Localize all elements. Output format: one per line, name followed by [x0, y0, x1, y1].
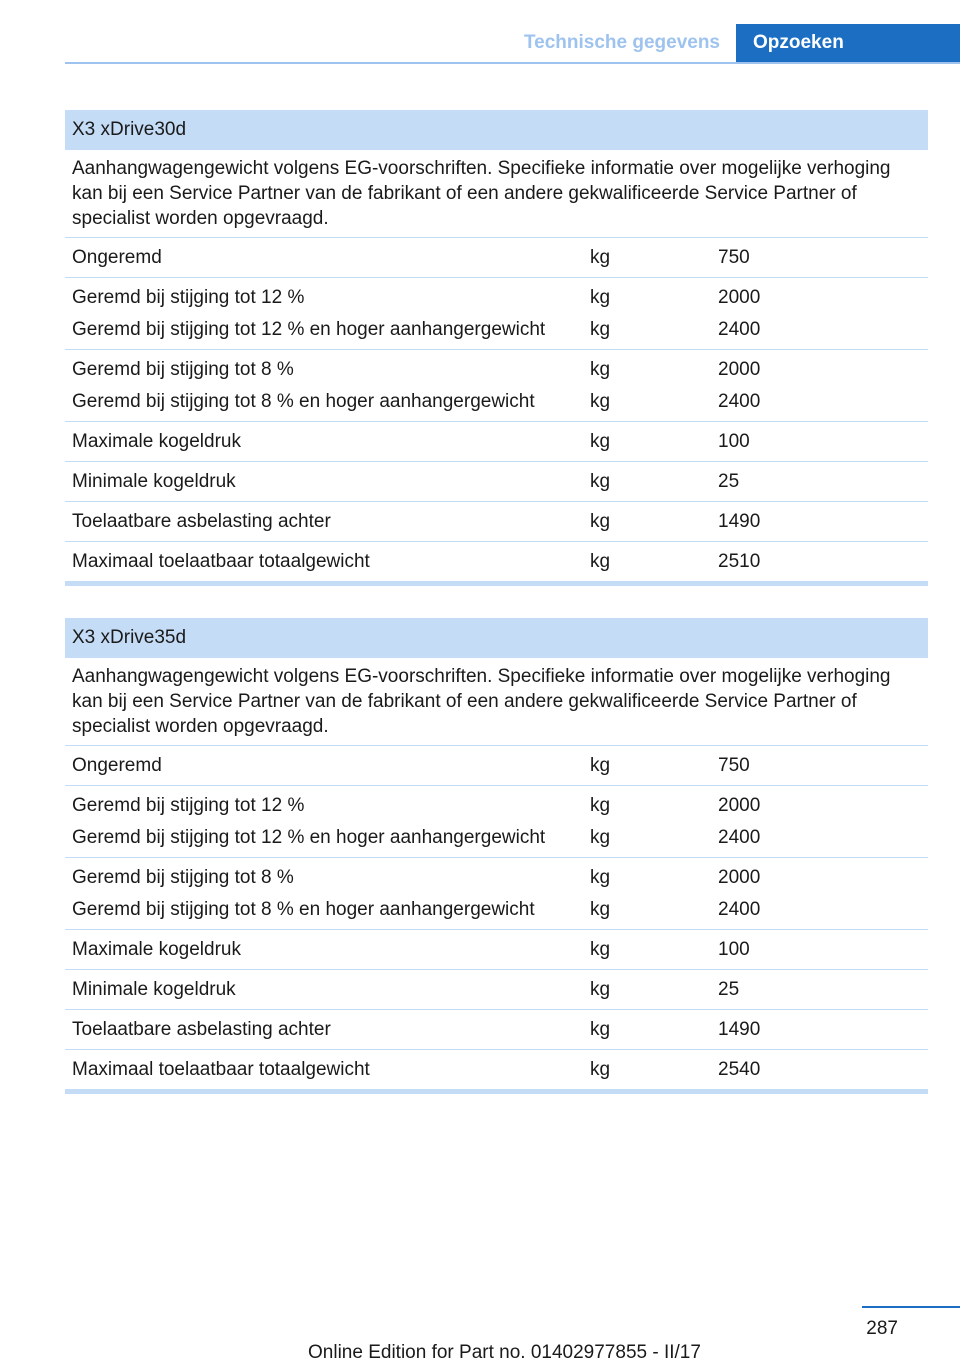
row-unit: kg — [590, 359, 611, 380]
table-row — [65, 746, 928, 786]
row-unit: kg — [590, 391, 611, 412]
table-row — [65, 502, 928, 542]
row-unit: kg — [590, 319, 611, 340]
table-row — [65, 858, 928, 930]
row-value: 2400 — [718, 391, 761, 412]
row-unit: kg — [590, 979, 611, 1000]
row-value: 2000 — [718, 795, 761, 816]
page-number-rule — [862, 1306, 960, 1308]
header-section-link[interactable]: Technische gegevens — [523, 32, 720, 53]
row-label: Maximaal toelaatbaar totaalgewicht — [72, 551, 370, 572]
row-label: Geremd bij stijging tot 12 % en hoger aanhangergewicht — [72, 827, 546, 848]
spec-table-xdrive35d — [65, 618, 928, 1094]
row-label: Geremd bij stijging tot 8 % en hoger aanhangergewicht — [72, 899, 535, 920]
table-row — [65, 422, 928, 462]
row-label: Ongeremd — [72, 755, 162, 776]
row-label: Ongeremd — [72, 247, 162, 268]
row-value: 2400 — [718, 319, 761, 340]
row-label: Toelaatbare asbelasting achter — [72, 1019, 331, 1040]
row-value: 100 — [718, 939, 750, 960]
table-row — [65, 786, 928, 858]
row-value: 25 — [718, 471, 740, 492]
table-row — [65, 462, 928, 502]
table-row — [65, 350, 928, 422]
row-label: Minimale kogeldruk — [72, 979, 236, 1000]
row-unit: kg — [590, 511, 611, 532]
row-label: Geremd bij stijging tot 8 % — [72, 867, 294, 888]
header-tab-opzoeken[interactable]: Opzoeken — [736, 24, 960, 62]
row-value: 2510 — [718, 551, 761, 572]
row-value: 2000 — [718, 359, 761, 380]
table-row — [65, 542, 928, 586]
row-value: 2400 — [718, 827, 761, 848]
row-value: 2000 — [718, 867, 761, 888]
row-value: 25 — [718, 979, 740, 1000]
table-note: Aanhangwagengewicht volgens EG-voorschriften. Specifieke informatie over mogelijke verhoging kan bij een Service Partner van de fabrikant of een andere gekwalificeerde Service Partner of specialist worden opgevraagd. — [65, 150, 928, 238]
page-number: 287 — [866, 1318, 898, 1339]
row-value: 2000 — [718, 287, 761, 308]
edition-footer: Online Edition for Part no. 01402977855 - II/17 — [308, 1342, 701, 1363]
row-unit: kg — [590, 1059, 611, 1080]
row-value: 2400 — [718, 899, 761, 920]
row-unit: kg — [590, 827, 611, 848]
row-label: Toelaatbare asbelasting achter — [72, 511, 331, 532]
row-label: Geremd bij stijging tot 12 % — [72, 287, 305, 308]
table-row — [65, 930, 928, 970]
spec-table-xdrive30d — [65, 110, 928, 586]
row-label: Geremd bij stijging tot 8 % en hoger aanhangergewicht — [72, 391, 535, 412]
table-row — [65, 238, 928, 278]
table-title: X3 xDrive35d — [65, 618, 928, 658]
row-unit: kg — [590, 867, 611, 888]
table-row — [65, 970, 928, 1010]
row-label: Minimale kogeldruk — [72, 471, 236, 492]
row-label: Maximale kogeldruk — [72, 939, 241, 960]
row-value: 750 — [718, 755, 750, 776]
row-unit: kg — [590, 755, 611, 776]
table-row — [65, 1010, 928, 1050]
row-unit: kg — [590, 247, 611, 268]
table-title: X3 xDrive30d — [65, 110, 928, 150]
row-label: Maximaal toelaatbaar totaalgewicht — [72, 1059, 370, 1080]
row-value: 2540 — [718, 1059, 761, 1080]
row-unit: kg — [590, 939, 611, 960]
row-unit: kg — [590, 287, 611, 308]
row-unit: kg — [590, 471, 611, 492]
row-unit: kg — [590, 431, 611, 452]
row-value: 1490 — [718, 511, 761, 532]
row-value: 100 — [718, 431, 750, 452]
row-value: 1490 — [718, 1019, 761, 1040]
row-label: Geremd bij stijging tot 8 % — [72, 359, 294, 380]
page-header — [65, 24, 960, 64]
row-label: Maximale kogeldruk — [72, 431, 241, 452]
row-unit: kg — [590, 1019, 611, 1040]
row-unit: kg — [590, 795, 611, 816]
table-row — [65, 278, 928, 350]
row-unit: kg — [590, 899, 611, 920]
row-value: 750 — [718, 247, 750, 268]
table-note: Aanhangwagengewicht volgens EG-voorschriften. Specifieke informatie over mogelijke verhoging kan bij een Service Partner van de fabrikant of een andere gekwalificeerde Service Partner of specialist worden opgevraagd. — [65, 658, 928, 746]
row-label: Geremd bij stijging tot 12 % en hoger aanhangergewicht — [72, 319, 546, 340]
row-label: Geremd bij stijging tot 12 % — [72, 795, 305, 816]
table-row — [65, 1050, 928, 1094]
row-unit: kg — [590, 551, 611, 572]
